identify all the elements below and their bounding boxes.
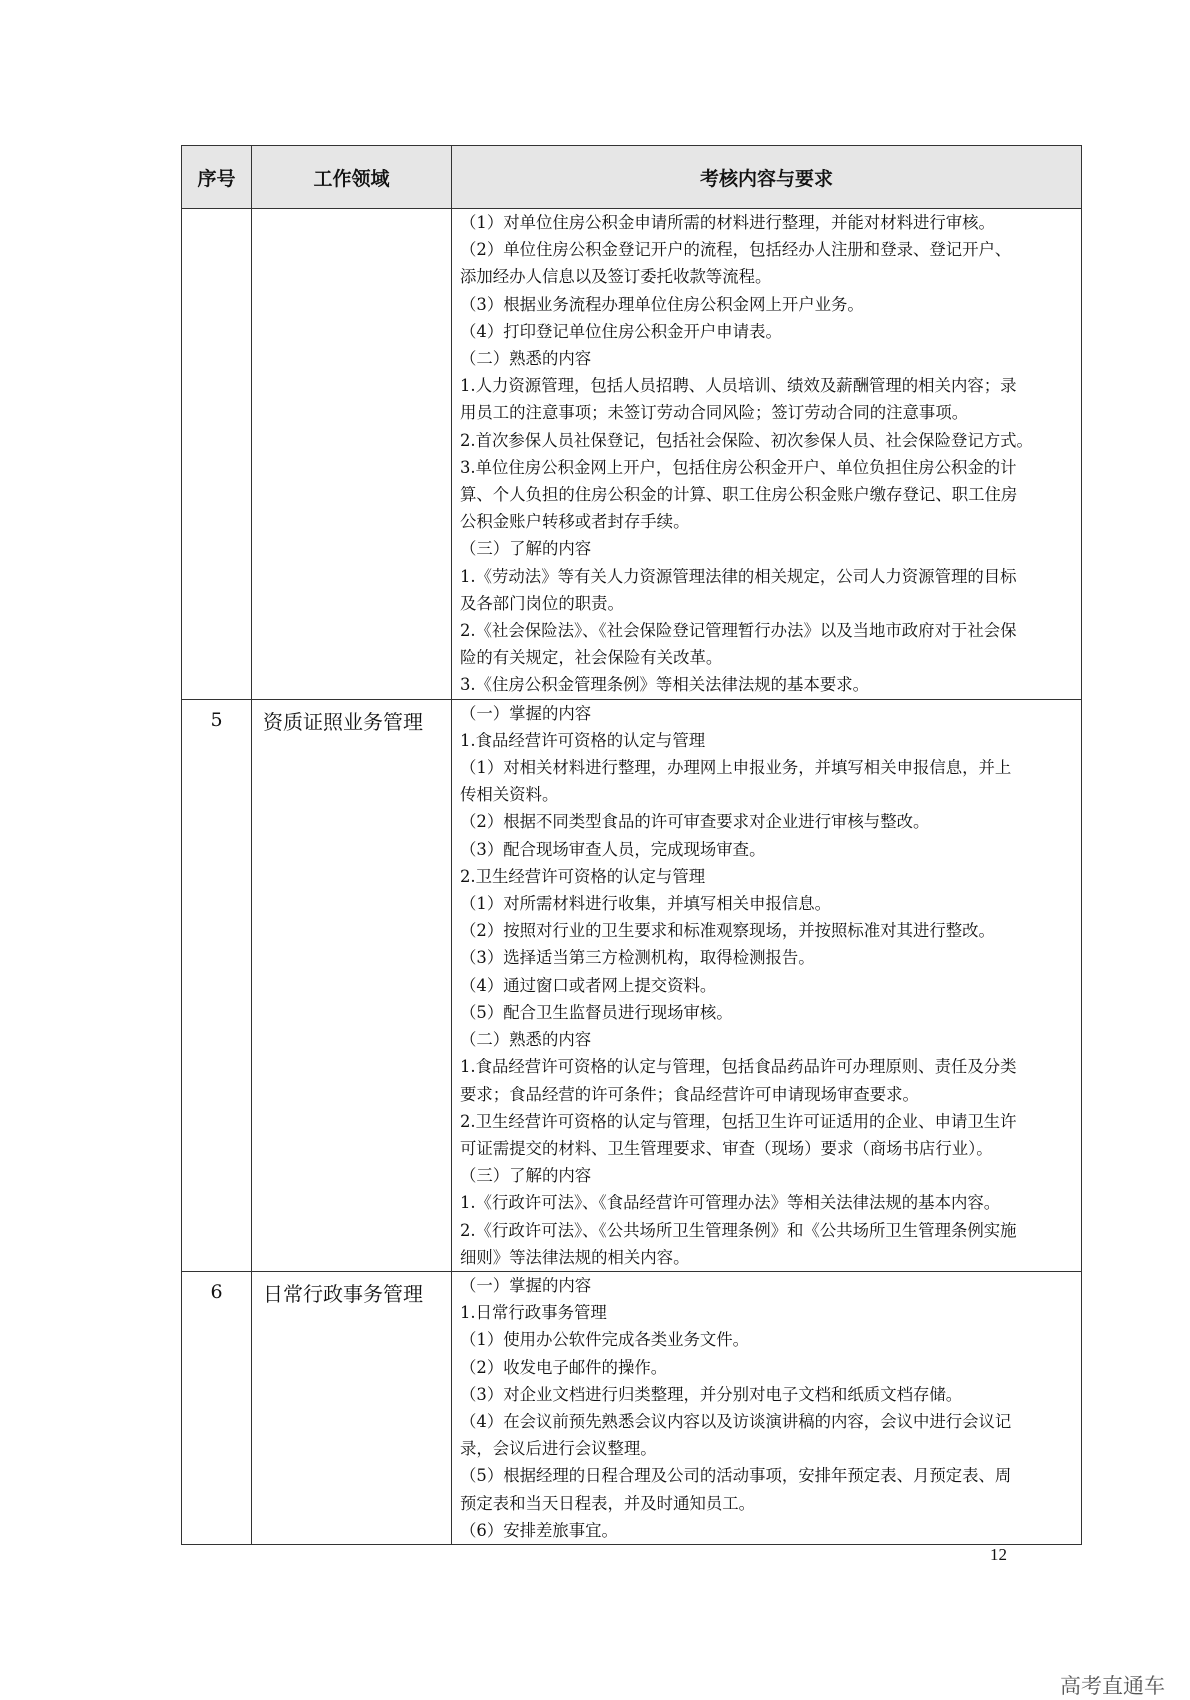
content-line: （3）根据业务流程办理单位住房公积金网上开户业务。	[460, 294, 864, 314]
table-body	[182, 209, 1082, 1545]
content-line: 2.《行政许可法》、《公共场所卫生管理条例》和《公共场所卫生管理条例实施	[460, 1220, 1017, 1240]
content-line: 险的有关规定，社会保险有关改革。	[460, 648, 723, 668]
content-line: 3.单位住房公积金网上开户，包括住房公积金开户、单位负担住房公积金的计	[460, 457, 1017, 477]
content-line: 公积金账户转移或者封存手续。	[460, 512, 690, 532]
content-line: （二）熟悉的内容	[460, 1030, 592, 1050]
content-line: 录，会议后进行会议整理。	[460, 1439, 657, 1459]
row-seq: 5	[182, 699, 252, 1271]
content-line: （4）通过窗口或者网上提交资料。	[460, 975, 717, 995]
row-content	[452, 209, 1082, 700]
content-line: （5）配合卫生监督员进行现场审核。	[460, 1002, 733, 1022]
table-row	[182, 1271, 1082, 1544]
content-line: （三）了解的内容	[460, 1166, 592, 1186]
row-work-area: 日常行政事务管理	[252, 1271, 452, 1544]
content-line: 用员工的注意事项；未签订劳动合同风险；签订劳动合同的注意事项。	[460, 403, 969, 423]
row-work-area: 资质证照业务管理	[252, 699, 452, 1271]
content-line: 添加经办人信息以及签订委托收款等流程。	[460, 267, 772, 287]
content-line: （4）打印登记单位住房公积金开户申请表。	[460, 321, 782, 341]
content-line: 细则》等法律法规的相关内容。	[460, 1247, 690, 1267]
content-line: 算、个人负担的住房公积金的计算、职工住房公积金账户缴存登记、职工住房	[460, 485, 1018, 505]
content-line: 可证需提交的材料、卫生管理要求、审查（现场）要求（商场书店行业）。	[460, 1138, 993, 1158]
table-row	[182, 699, 1082, 1271]
content-line: 1.人力资源管理，包括人员招聘、人员培训、绩效及薪酬管理的相关内容；录	[460, 376, 1017, 396]
content-line: （2）按照对行业的卫生要求和标准观察现场，并按照标准对其进行整改。	[460, 921, 995, 941]
table-header-row	[182, 146, 1082, 209]
watermark-text: 高考直通车	[1060, 1674, 1165, 1698]
header-content: 考核内容与要求	[452, 146, 1082, 209]
content-line: 要求；食品经营的许可条件；食品经营许可申请现场审查要求。	[460, 1084, 919, 1104]
row-seq: 6	[182, 1271, 252, 1544]
table-row	[182, 209, 1082, 700]
content-line: 1.《劳动法》等有关人力资源管理法律的相关规定，公司人力资源管理的目标	[460, 566, 1017, 586]
content-line: 及各部门岗位的职责。	[460, 593, 624, 613]
content-line: 1.食品经营许可资格的认定与管理，包括食品药品许可办理原则、责任及分类	[460, 1057, 1017, 1077]
row-content	[452, 1271, 1082, 1544]
content-line: （4）在会议前预先熟悉会议内容以及访谈演讲稿的内容，会议中进行会议记	[460, 1411, 1012, 1431]
content-line: 2.卫生经营许可资格的认定与管理，包括卫生许可证适用的企业、申请卫生许	[460, 1111, 1017, 1131]
content-line: 传相关资料。	[460, 785, 559, 805]
content-line: 3.《住房公积金管理条例》等相关法律法规的基本要求。	[460, 675, 870, 695]
content-line: 预定表和当天日程表，并及时通知员工。	[460, 1493, 756, 1513]
page-number: 12	[990, 1545, 1007, 1564]
header-seq: 序号	[182, 146, 252, 209]
content-line: （1）使用办公软件完成各类业务文件。	[460, 1330, 750, 1350]
content-line: 1.日常行政事务管理	[460, 1303, 607, 1323]
content-line: 2.首次参保人员社保登记，包括社会保险、初次参保人员、社会保险登记方式。	[460, 430, 1033, 450]
content-line: （2）单位住房公积金登记开户的流程，包括经办人注册和登录、登记开户、	[460, 240, 1012, 260]
content-line: （3）选择适当第三方检测机构，取得检测报告。	[460, 948, 815, 968]
content-line: 2.《社会保险法》、《社会保险登记管理暂行办法》以及当地市政府对于社会保	[460, 621, 1017, 641]
content-line: 1.《行政许可法》、《食品经营许可管理办法》等相关法律法规的基本内容。	[460, 1193, 1001, 1213]
content-line: （3）对企业文档进行归类整理，并分别对电子文档和纸质文档存储。	[460, 1384, 963, 1404]
content-line: （3）配合现场审查人员，完成现场审查。	[460, 839, 766, 859]
content-line: （1）对相关材料进行整理，办理网上申报业务，并填写相关申报信息，并上	[460, 758, 1012, 778]
content-line: （2）根据不同类型食品的许可审查要求对企业进行审核与整改。	[460, 812, 930, 832]
content-line: （三）了解的内容	[460, 539, 592, 559]
row-work-area	[252, 209, 452, 700]
assessment-table	[181, 145, 1082, 1545]
content-line: （一）掌握的内容	[460, 703, 592, 723]
content-line: （6）安排差旅事宜。	[460, 1520, 618, 1540]
content-line: （1）对单位住房公积金申请所需的材料进行整理，并能对材料进行审核。	[460, 213, 995, 232]
content-line: （1）对所需材料进行收集，并填写相关申报信息。	[460, 894, 832, 914]
content-line: 1.食品经营许可资格的认定与管理	[460, 730, 706, 750]
content-line: （5）根据经理的日程合理及公司的活动事项，安排年预定表、月预定表、周	[460, 1466, 1012, 1486]
content-line: （二）熟悉的内容	[460, 349, 592, 369]
row-content	[452, 699, 1082, 1271]
row-seq	[182, 209, 252, 700]
content-line: （2）收发电子邮件的操作。	[460, 1357, 668, 1377]
content-line: 2.卫生经营许可资格的认定与管理	[460, 866, 706, 886]
content-line: （一）掌握的内容	[460, 1275, 592, 1295]
header-area: 工作领域	[252, 146, 452, 209]
